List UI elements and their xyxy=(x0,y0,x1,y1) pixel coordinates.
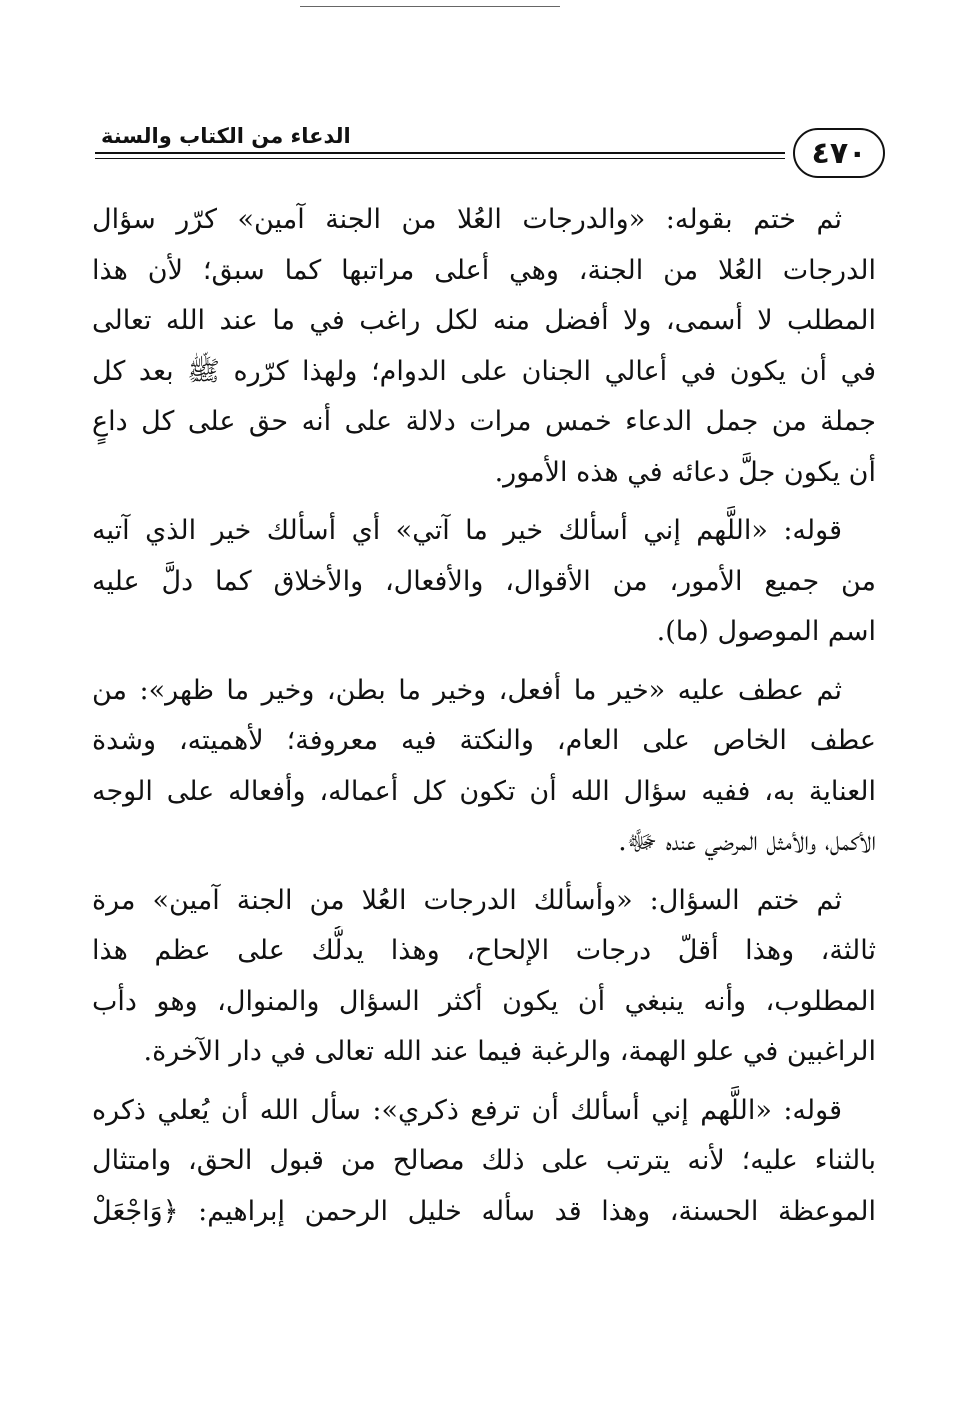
paragraph xyxy=(92,876,876,1078)
text-line: من جميع الأمور، من الأقوال، والأفعال، والأخلاق كما دلَّ عليه xyxy=(92,565,876,597)
running-title: الدعاء من الكتاب والسنة xyxy=(101,124,351,148)
page-body xyxy=(92,195,876,1245)
text-line: ثم ختم السؤال: «وأسألك الدرجات العُلا من الجنة آمين» مرة xyxy=(92,884,842,916)
header-rule-bottom xyxy=(95,158,785,159)
text-line: ثم ختم بقوله: «والدرجات العُلا من الجنة آمين» كرّر سؤال xyxy=(92,204,842,235)
paragraph xyxy=(92,195,876,498)
page-number-badge: ٤٧٠ xyxy=(793,128,885,178)
text-line: ثالثة، وهذا أقلّ درجات الإلحاح، وهذا يدلُّك على عظم هذا xyxy=(92,935,876,966)
paragraph xyxy=(92,506,876,658)
text-line: في أن يكون في أعالي الجنان على الدوام؛ ولهذا كرّره ﷺ بعد كل xyxy=(92,355,876,387)
top-divider xyxy=(300,6,560,7)
text-line: ثم عطف عليه «خير ما أفعل، وخير ما بطن، وخير ما ظهر»: من xyxy=(92,674,842,706)
text-line: الدرجات العُلا من الجنة، وهي أعلى مراتبها كما سبق؛ لأن هذا xyxy=(92,254,876,286)
text-line: العناية به، ففيه سؤال الله أن تكون كل أعماله، وأفعاله على الوجه xyxy=(92,775,876,807)
text-line: جملة من جمل الدعاء خمس مرات دلالة على أنه حق على كل داعٍ xyxy=(92,406,876,437)
text-line: الموعظة الحسنة، وهذا قد سأله خليل الرحمن إبراهيم: ﴿وَاجْعَلْ xyxy=(92,1195,876,1227)
text-line: المطلب لا أسمى، ولا أفضل منه لكل راغب في ما عند الله تعالى xyxy=(92,305,876,336)
text-line: المطلوب، وأنه ينبغي أن يكون أكثر السؤال والمنوال، وهو دأب xyxy=(92,985,876,1017)
page-header xyxy=(95,118,885,188)
text-line: قوله: «اللَّهم إني أسألك أن ترفع ذكري»: سأل الله أن يُعلي ذكره xyxy=(92,1094,842,1126)
paragraph xyxy=(92,1086,876,1238)
text-line: اسم الموصول (ما). xyxy=(656,616,876,647)
paragraph xyxy=(92,666,876,868)
header-rule-top xyxy=(95,152,785,154)
text-line: بالثناء عليه؛ لأنه يترتب على ذلك مصالح من قبول الحق، وامتثال xyxy=(92,1145,876,1176)
text-line: عطف الخاص على العام، والنكتة فيه معروفة؛ لأهميته، وشدة xyxy=(92,725,876,756)
text-line: قوله: «اللَّهم إني أسألك خير ما آتي» أي أسألك خير الذي آتيه xyxy=(92,515,842,546)
text-line: الأكمل، والأمثل المرضي عنده ﷻ. xyxy=(618,826,876,857)
text-line: الراغبين في علو الهمة، والرغبة فيما عند الله تعالى في دار الآخرة. xyxy=(143,1036,876,1067)
text-line: أن يكون جلَّ دعائه في هذه الأمور. xyxy=(494,456,876,488)
